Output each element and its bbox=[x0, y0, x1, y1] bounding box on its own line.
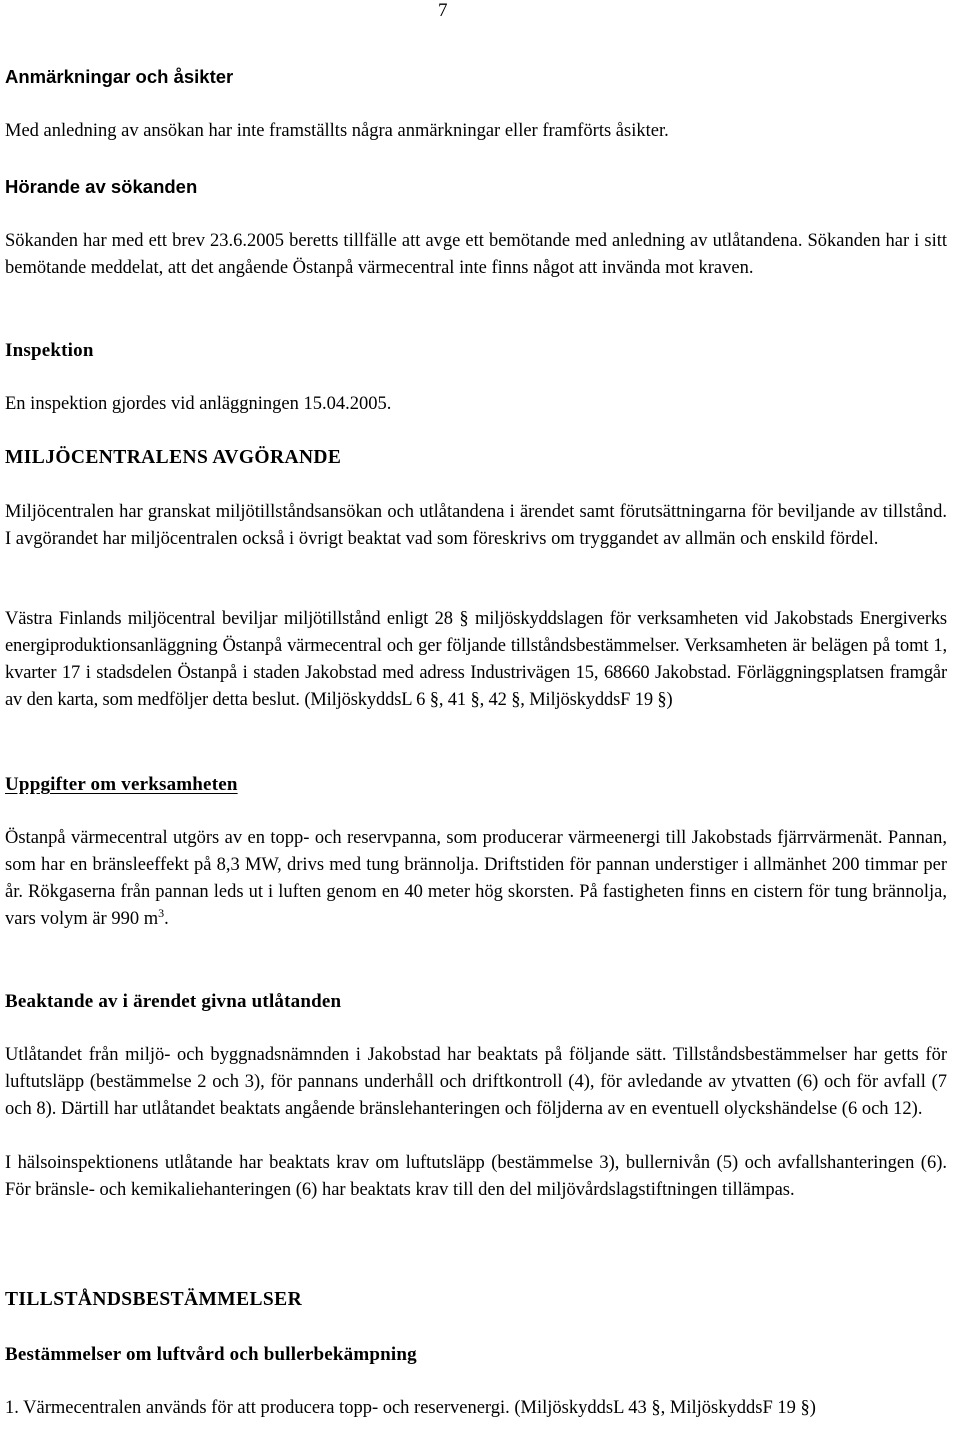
heading-activity-info: Uppgifter om verksamheten bbox=[5, 774, 238, 795]
heading-inspection: Inspektion bbox=[5, 340, 94, 361]
heading-air-noise: Bestämmelser om luftvård och bullerbekämpning bbox=[5, 1344, 417, 1365]
page-number: 7 bbox=[438, 0, 448, 21]
heading-decision: MILJÖCENTRALENS AVGÖRANDE bbox=[5, 447, 342, 468]
heading-remarks: Anmärkningar och åsikter bbox=[5, 66, 234, 87]
list-item-condition-1: 1. Värmecentralen används för att producera topp- och reservenergi. (MiljöskyddsL 43 §, MiljöskyddsF 19 §) bbox=[5, 1398, 816, 1418]
paragraph-decision-1: Miljöcentralen har granskat miljötillståndsansökan och utlåtandena i ärendet samt förutsättningarna för beviljande av tillstånd. I avgörandet har miljöcentralen också i övrigt beaktat vad som föreskrivs om tryggandet av allmän och enskild fördel. bbox=[5, 502, 947, 549]
paragraph-remarks: Med anledning av ansökan har inte framställts några anmärkningar eller framförts åsikter. bbox=[5, 121, 669, 141]
cubic-superscript: 3 bbox=[158, 906, 165, 920]
paragraph-inspection: En inspektion gjordes vid anläggningen 15.04.2005. bbox=[5, 394, 392, 414]
heading-statements: Beaktande av i ärendet givna utlåtanden bbox=[5, 991, 342, 1012]
paragraph-statements-1: Utlåtandet från miljö- och byggnadsnämnden i Jakobstad har beaktats på följande sätt. Tillståndsbestämmelser har getts för luftutsläpp (bestämmelse 2 och 3), för pannans underhåll och driftkontroll (4), för avledande av ytvatten (6) och för avfall (7 och 8). Därtill har utlåtandet beaktats angående bränslehanteringen och följderna av en eventuell olyckshändelse (6 och 12). bbox=[5, 1045, 947, 1119]
heading-permit-conditions: TILLSTÅNDSBESTÄMMELSER bbox=[5, 1289, 303, 1310]
activity-info-text: Östanpå värmecentral utgörs av en topp- och reservpanna, som producerar värmeenergi till Jakobstads fjärrvärmenät. Pannan, som har en bränsleeffekt på 8,3 MW, drivs med tung brännolja. Driftstiden för pannan understiger i allmänhet 200 timmar per år. Rökgaserna från pannan leds ut i luften genom en 40 meter hög skorsten. På fastigheten finns en cistern för tung brännolja, vars volym är 990 m bbox=[5, 828, 947, 929]
paragraph-activity-info bbox=[5, 825, 947, 933]
activity-info-period: . bbox=[164, 909, 169, 929]
heading-hearing: Hörande av sökanden bbox=[5, 176, 198, 197]
paragraph-statements-2: I hälsoinspektionens utlåtande har beaktats krav om luftutsläpp (bestämmelse 3), bullernivån (5) och avfallshanteringen (6). För bränsle- och kemikaliehanteringen (6) har beaktats krav till den del miljövårdslagstiftningen tillämpas. bbox=[5, 1153, 947, 1200]
paragraph-decision-2: Västra Finlands miljöcentral beviljar miljötillstånd enligt 28 § miljöskyddslagen för verksamheten vid Jakobstads Energiverks energiproduktionsanläggning Östanpå värmecentral och ger följande tillståndsbestämmelser. Verksamheten är belägen på tomt 1, kvarter 17 i stadsdelen Östanpå i staden Jakobstad med adress Industrivägen 15, 68660 Jakobstad. Förläggningsplatsen framgår av den karta, som medföljer detta beslut. (MiljöskyddsL 6 §, 41 §, 42 §, MiljöskyddsF 19 §) bbox=[5, 609, 947, 710]
paragraph-hearing: Sökanden har med ett brev 23.6.2005 beretts tillfälle att avge ett bemötande med anledning av utlåtandena. Sökanden har i sitt bemötande meddelat, att det angående Östanpå värmecentral inte finns något att invända mot kraven. bbox=[5, 231, 947, 278]
